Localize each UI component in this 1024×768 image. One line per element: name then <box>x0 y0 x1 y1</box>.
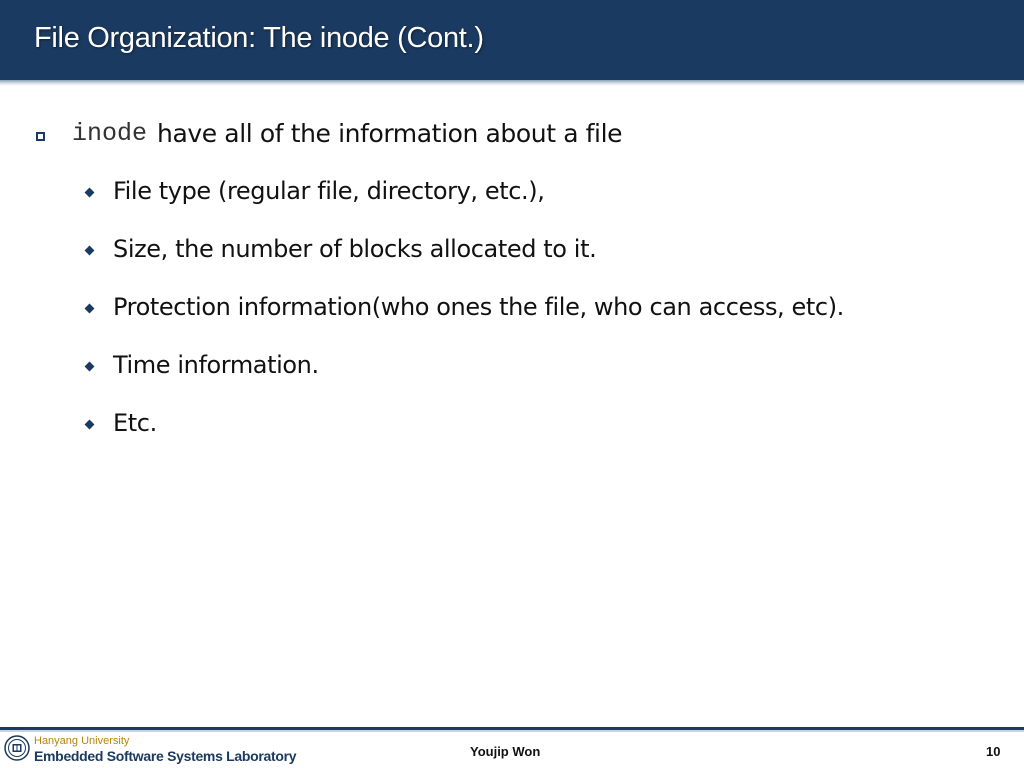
footer-divider-light <box>0 730 1024 732</box>
university-name: Hanyang University <box>34 735 130 747</box>
sub-bullet <box>86 232 596 266</box>
sub-bullet <box>86 174 544 208</box>
main-bullet-code: inode <box>72 118 148 148</box>
sub-bullet-text: Size, the number of blocks allocated to it. <box>113 235 597 263</box>
sub-bullet-text: Protection information(who ones the file, who can access, etc). <box>113 293 844 321</box>
sub-bullet <box>86 406 157 440</box>
sub-bullet <box>86 348 319 382</box>
sub-bullet-text: Time information. <box>113 351 319 379</box>
sub-bullet-text: Etc. <box>113 409 157 437</box>
slide-title: File Organization: The inode (Cont.) <box>34 22 484 54</box>
main-bullet-text: have all of the information about a file <box>157 118 623 148</box>
hollow-square-icon <box>36 132 45 141</box>
sub-bullet-text: File type (regular file, directory, etc.), <box>113 177 545 205</box>
diamond-icon <box>85 245 95 255</box>
diamond-icon <box>85 187 95 197</box>
lab-name: Embedded Software Systems Laboratory <box>34 748 297 764</box>
page-number: 10 <box>986 744 1001 759</box>
diamond-icon <box>85 303 95 313</box>
diamond-icon <box>85 361 95 371</box>
university-seal-icon <box>4 735 30 761</box>
author-name: Youjip Won <box>470 744 541 759</box>
main-bullet <box>36 115 622 151</box>
sub-bullet <box>86 290 844 324</box>
diamond-icon <box>85 419 95 429</box>
